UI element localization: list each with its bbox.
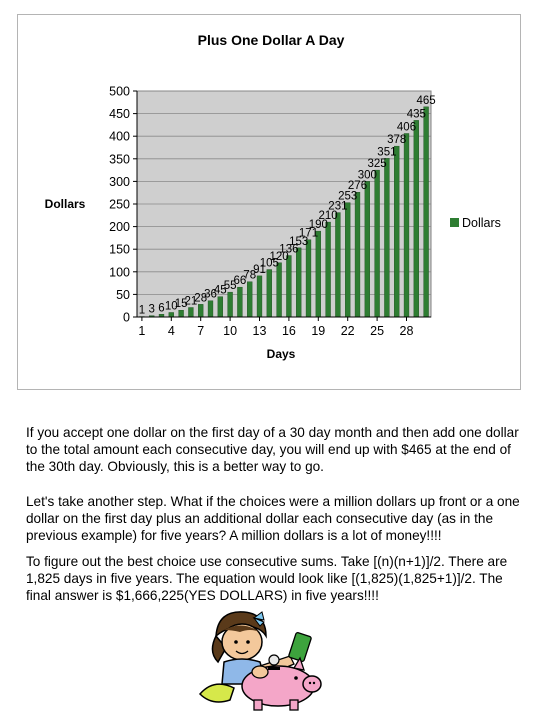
data-label: 136	[279, 243, 299, 256]
x-tick-label: 4	[167, 324, 175, 338]
x-tick-label: 13	[252, 324, 267, 338]
legend	[450, 216, 501, 230]
data-label: 78	[243, 269, 257, 282]
bar	[257, 276, 262, 317]
bar	[237, 287, 242, 317]
y-tick-label: 0	[123, 310, 130, 325]
data-label: 105	[259, 257, 279, 270]
data-label: 28	[194, 292, 208, 305]
bar	[218, 297, 223, 317]
data-label: 3	[148, 303, 155, 316]
bar	[228, 292, 233, 317]
y-tick-label: 500	[109, 84, 130, 99]
bar	[296, 248, 301, 317]
data-label: 231	[328, 200, 348, 213]
bar	[179, 310, 184, 317]
x-axis-ticks	[138, 317, 413, 338]
bar	[169, 312, 174, 317]
y-tick-label: 250	[109, 197, 130, 212]
x-tick-label: 10	[223, 324, 238, 338]
bar	[198, 304, 203, 317]
x-tick-label: 19	[311, 324, 326, 338]
bar	[267, 270, 272, 317]
bar	[188, 308, 193, 317]
data-label: 190	[308, 219, 328, 232]
data-label: 171	[298, 227, 319, 240]
data-label: 36	[204, 288, 217, 301]
bar	[384, 158, 389, 317]
data-label: 300	[357, 169, 377, 182]
bar	[286, 256, 291, 317]
paragraph-question: Let's take another step. What if the choices were a million dollars up front or a one dollar on the first day plus an additional dollar each consecutive day (as in the previous example) for five years? A million dollars is a lot of money!!!!	[26, 494, 520, 543]
data-label: 10	[164, 300, 178, 313]
y-axis-label: Dollars	[44, 197, 86, 211]
y-tick-label: 350	[109, 152, 130, 167]
bar	[326, 222, 331, 317]
y-tick-label: 300	[109, 174, 130, 189]
chart-svg	[18, 15, 522, 391]
data-label: 1	[138, 304, 146, 317]
data-label: 15	[174, 298, 188, 311]
data-label: 120	[269, 250, 289, 263]
bar	[306, 240, 311, 317]
x-axis-label: Days	[266, 347, 296, 361]
bar	[375, 170, 380, 317]
data-label: 406	[396, 121, 417, 134]
bar	[316, 231, 321, 317]
data-label: 66	[233, 275, 247, 288]
chart-title: Plus One Dollar A Day	[197, 32, 345, 48]
bar	[208, 301, 213, 317]
bar	[277, 263, 282, 317]
bar	[345, 203, 350, 317]
y-tick-label: 150	[109, 242, 130, 257]
bar	[365, 181, 370, 317]
data-label: 21	[184, 295, 198, 308]
legend-label: Dollars	[462, 216, 501, 230]
data-label: 253	[338, 190, 358, 203]
y-axis-ticks	[109, 85, 137, 325]
bar	[335, 213, 340, 317]
data-label: 6	[158, 302, 165, 315]
girl-piggy-bank-clipart	[194, 606, 334, 716]
legend-swatch	[450, 218, 459, 227]
bar	[247, 282, 252, 317]
x-tick-label: 1	[138, 324, 146, 338]
x-tick-label: 16	[281, 324, 296, 338]
data-label: 378	[387, 134, 407, 147]
data-label: 210	[318, 210, 338, 223]
data-label: 55	[223, 280, 237, 293]
data-label: 91	[253, 263, 266, 276]
y-tick-label: 50	[116, 287, 130, 302]
x-tick-label: 28	[399, 324, 414, 338]
data-label: 153	[289, 235, 309, 248]
y-tick-label: 450	[109, 107, 130, 122]
data-label: 465	[416, 94, 436, 107]
paragraph-answer: To figure out the best choice use consecutive sums. Take [(n)(n+1)]/2. There are 1,825 days in five years. The equation would look like [(1,825)(1,825+1)]/2. The final answer is $1,666,225(YES DOLLARS) in five years!!!!	[26, 554, 508, 603]
y-tick-label: 100	[109, 265, 130, 280]
chart-container	[17, 14, 521, 390]
bar	[424, 107, 429, 317]
data-label: 325	[367, 158, 387, 171]
data-label: 45	[213, 284, 227, 297]
bar	[394, 146, 399, 317]
x-tick-label: 7	[197, 324, 205, 338]
data-label: 351	[377, 146, 397, 159]
x-tick-label: 25	[370, 324, 385, 338]
paragraph-intro: If you accept one dollar on the first day of a 30 day month and then add one dollar to the total amount each consecutive day, you will end up with $465 at the end of the 30th day. Obviously, this is a better way to go.	[26, 425, 519, 474]
data-label: 435	[406, 108, 426, 121]
y-tick-label: 200	[109, 220, 130, 235]
bar	[404, 133, 409, 317]
y-tick-label: 400	[109, 129, 130, 144]
data-label: 276	[347, 180, 368, 193]
bar	[355, 192, 360, 317]
bar	[414, 120, 419, 317]
x-tick-label: 22	[340, 324, 355, 338]
